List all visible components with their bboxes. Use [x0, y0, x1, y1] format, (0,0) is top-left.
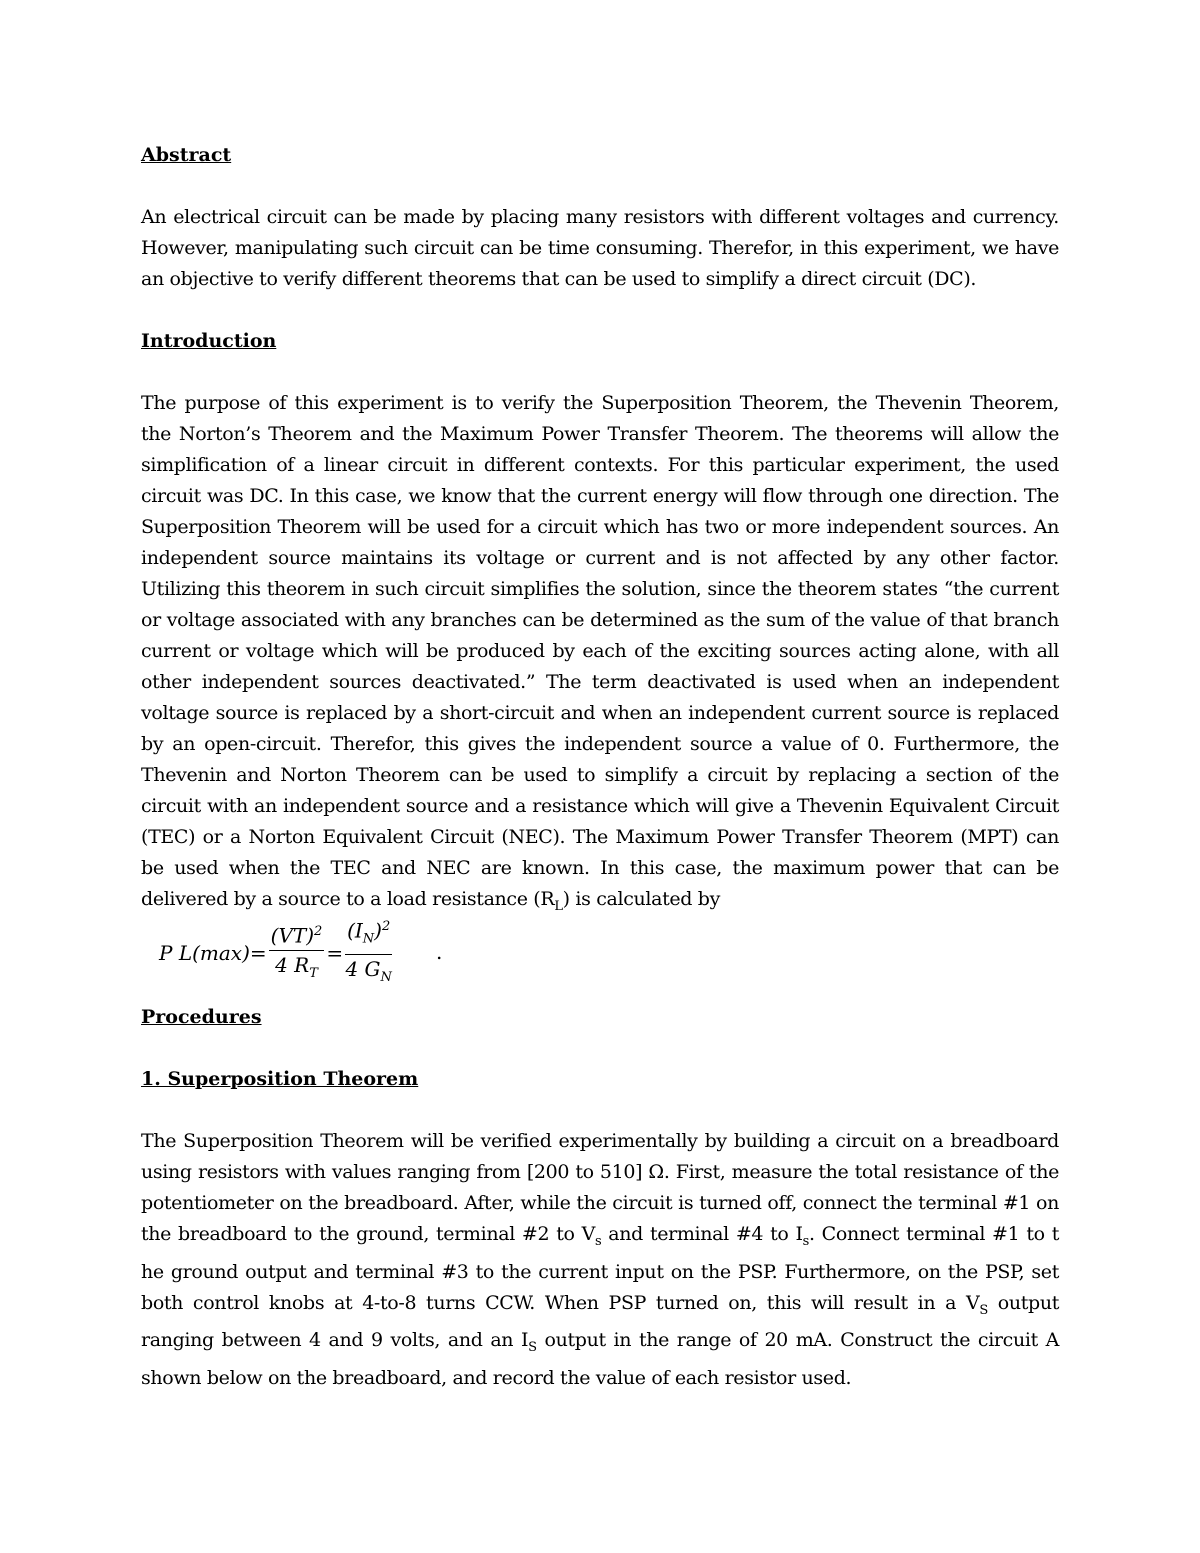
formula-trailing-period: .: [436, 939, 443, 964]
formula-fraction-thevenin: $\frac{(VT)^2}{4 R_T}$: [269, 919, 325, 987]
formula-lhs: P L(max)=: [159, 940, 267, 965]
introduction-paragraph: The purpose of this experiment is to verify the Superposition Theorem, the Thevenin Theorem, the Norton’s Theorem and the Maximum Power Transfer Theorem. The theorems will allow the simplification of a linear circuit in different contexts. For this particular experiment, the used circuit was DC. In this case, we know that the current energy will flow through one direction. The Superposition Theorem will be used for a circuit which has two or more independent sources. An independent source maintains its voltage or current and is not affected by any other factor. Utilizing this theorem in such circuit simplifies the solution, since the theorem states “the current or voltage associated with any branches can be determined as the sum of the value of that branch current or voltage which will be produced by each of the exciting sources acting alone, with all other independent sources deactivated.” The term deactivated is used when an independent voltage source is replaced by a short-circuit and when an independent current source is replaced by an open-circuit. Therefor, this gives the independent source a value of 0. Furthermore, the Thevenin and Norton Theorem can be used to simplify a circuit by replacing a section of the circuit with an independent source and a resistance which will give a Thevenin Equivalent Circuit (TEC) or a Norton Equivalent Circuit (NEC). The Maximum Power Transfer Theorem (MPT) can be used when the TEC and NEC are known. In this case, the maximum power that can be delivered by a source to a load resistance $(R_L)$ is calculated by: [141, 392, 1059, 914]
introduction-heading: Introduction: [141, 330, 277, 352]
abstract-heading: Abstract: [141, 144, 232, 166]
superposition-heading: 1. Superposition Theorem: [141, 1067, 419, 1090]
formula-equals: =: [326, 940, 344, 965]
formula-fraction-norton: $\frac{(I_N)^2}{4 G_N}$: [345, 914, 392, 991]
superposition-paragraph: The Superposition Theorem will be verified experimentally by building a circuit on a breadboard using resistors with values ranging from [200 to 510] Ω. First, measure the total resistance of the potentiometer on the breadboard. After, while the circuit is turned off, connect the terminal #1 on the breadboard to the ground, terminal #2 to $V_s$ and terminal #4 to $I_s$. Connect terminal #1 to t he ground output and terminal #3 to the current input on the PSP. Furthermore, on the PSP, set both control knobs at 4-to-8 turns CCW. When PSP turned on, this will result in a $V_S$ output ranging between 4 and 9 volts, and an $I_S$ output in the range of 20 mA. Construct the circuit A shown below on the breadboard, and record the value of each resistor used.: [141, 1129, 1060, 1390]
procedures-heading: Procedures: [141, 1005, 262, 1028]
abstract-paragraph: An electrical circuit can be made by placing many resistors with different voltages and currency. However, manipulating such circuit can be time consuming. Therefor, in this experiment, we have an objective to verify different theorems that can be used to simplify a direct circuit (DC).: [141, 206, 1059, 290]
max-power-formula: [141, 919, 1059, 1002]
